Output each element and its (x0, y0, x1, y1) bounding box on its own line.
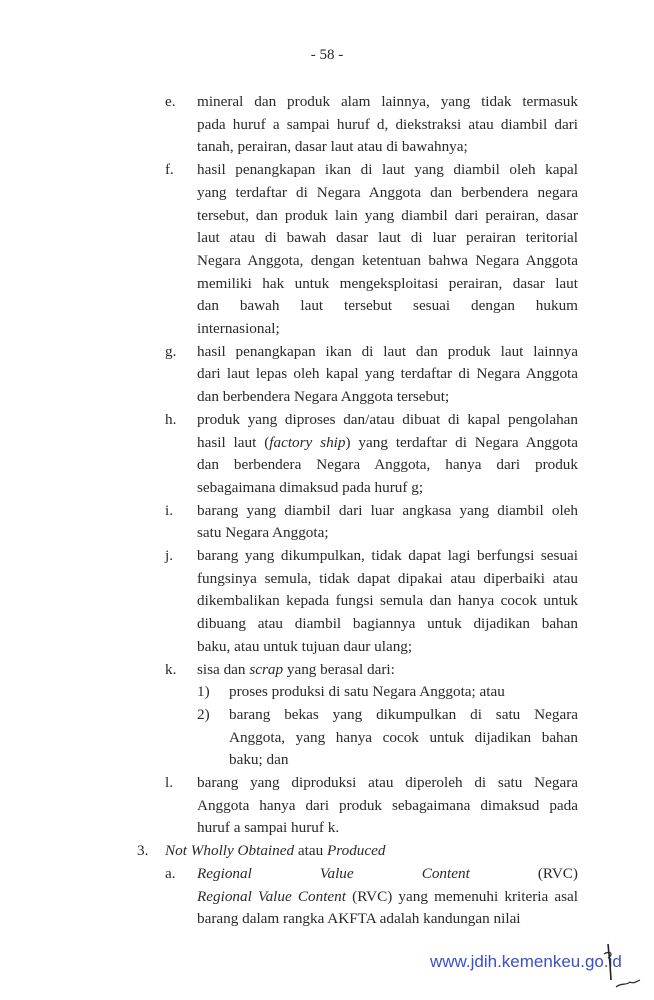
initial-signature-icon (586, 942, 646, 992)
italic-term: Regional Value Content (197, 887, 346, 905)
text-segment: yang terdaftar di Negara Anggota dan berbendera negara (197, 183, 578, 201)
text-line (197, 568, 578, 590)
text-segment: barang yang dikumpulkan, tidak dapat lagi berfungsi sesuai (197, 547, 578, 564)
text-line (197, 386, 578, 408)
item-label: 2) (197, 705, 210, 723)
item-label: e. (165, 93, 176, 110)
item-label: 1) (197, 683, 210, 701)
text-segment: memiliki hak untuk mengeksploitasi perairan, dasar laut (197, 274, 578, 292)
text-line (197, 500, 578, 522)
text-segment: mineral dan produk alam lainnya, yang tidak termasuk (197, 93, 578, 110)
text-segment: proses produksi di satu Negara Anggota; atau (229, 683, 505, 701)
text-segment: dikembalikan kepada fungsi semula dan hanya cocok untuk (197, 592, 578, 610)
text-segment: atau (294, 842, 327, 860)
text-line (197, 432, 578, 454)
text-line (197, 454, 578, 476)
text-segment: barang bekas yang dikumpulkan di satu Negara (229, 705, 578, 723)
text-line (197, 159, 578, 181)
italic-term: scrap (249, 660, 284, 678)
text-segment: (RVC) (469, 864, 578, 882)
text-segment: tersebut, dan produk lain yang diambil dari perairan, dasar (197, 206, 578, 224)
text-line (197, 318, 578, 340)
text-segment: barang dalam rangka AKFTA adalah kandungan nilai (197, 910, 521, 928)
text-segment: dan berbendera Negara Anggota tersebut; (197, 388, 450, 406)
text-line (197, 91, 578, 113)
text-segment: pada huruf a sampai huruf d, diekstraksi atau diambil dari (197, 115, 578, 133)
text-line (197, 295, 578, 317)
text-line (197, 182, 578, 204)
text-segment: produk yang diproses dan/atau dibuat di kapal pengolahan (197, 410, 578, 428)
item-label: l. (165, 774, 174, 791)
text-line (197, 522, 578, 544)
text-line (197, 863, 578, 885)
text-segment: barang yang diambil dari luar angkasa yang diambil oleh (197, 501, 578, 519)
text-segment: Negara Anggota, dengan ketentuan bahwa Negara Anggota (197, 251, 578, 269)
text-line (197, 545, 578, 567)
text-line (197, 908, 578, 930)
text-segment: Anggota hanya dari produk sebagaimana dimaksud pada (197, 796, 578, 814)
text-line (197, 273, 578, 295)
item-label: h. (165, 410, 177, 428)
text-line (197, 636, 578, 658)
italic-term: Produced (326, 842, 386, 860)
text-line (197, 590, 578, 612)
text-segment: huruf a sampai huruf k. (197, 819, 340, 837)
text-segment: ) yang terdaftar di Negara Anggota (345, 433, 578, 451)
text-segment: hasil penangkapan ikan di laut yang diambil oleh kapal (197, 161, 578, 179)
text-segment: hasil penangkapan ikan di laut dan produk laut lainnya (197, 342, 578, 360)
text-segment: dari laut lepas oleh kapal yang terdaftar di Negara Anggota (197, 365, 578, 383)
item-label: a. (165, 864, 176, 882)
text-segment: dan bawah laut tersebut sesuai dengan hukum (197, 297, 578, 315)
item-label: g. (165, 342, 177, 360)
text-line (197, 477, 578, 499)
text-line (229, 727, 578, 749)
text-line (197, 341, 578, 363)
text-line (197, 659, 578, 681)
text-segment: fungsinya semula, tidak dapat dipakai atau diperbaiki atau (197, 569, 578, 587)
item-label: j. (165, 547, 174, 564)
text-segment: internasional; (197, 320, 280, 337)
italic-term: Regional Value Content (197, 864, 470, 882)
text-line (197, 363, 578, 385)
text-segment: sisa dan (197, 660, 250, 678)
text-line (197, 817, 578, 839)
text-segment: (RVC) yang memenuhi kriteria asal (345, 887, 578, 905)
text-line (197, 227, 578, 249)
text-line (165, 840, 578, 862)
page-number: - 58 - (310, 47, 344, 63)
item-label: 3. (137, 842, 149, 860)
text-segment: dibuang atau diambil bagiannya untuk dijadikan bahan (197, 615, 578, 633)
text-segment: sebagaimana dimaksud pada huruf g; (197, 478, 424, 496)
item-label: i. (165, 501, 174, 519)
text-segment: baku, atau untuk tujuan daur ulang; (197, 637, 413, 655)
text-line (229, 681, 578, 703)
text-line (197, 886, 578, 908)
item-label: k. (165, 660, 177, 678)
text-segment: satu Negara Anggota; (197, 524, 329, 542)
text-line (197, 795, 578, 817)
text-line (197, 114, 578, 136)
text-segment: baku; dan (229, 751, 289, 769)
text-line (197, 250, 578, 272)
text-segment: tanah, perairan, dasar laut atau di bawahnya; (197, 138, 468, 156)
text-line (197, 205, 578, 227)
item-label: f. (165, 161, 174, 179)
footer-url-link[interactable]: www.jdih.kemenkeu.go.id (430, 952, 622, 971)
text-line (229, 749, 578, 771)
text-segment: yang berasal dari: (283, 660, 395, 678)
text-line (197, 613, 578, 635)
text-line (229, 704, 578, 726)
italic-term: factory ship (269, 433, 346, 451)
text-segment: hasil laut ( (197, 433, 270, 451)
text-line (197, 409, 578, 431)
text-segment: barang yang diproduksi atau diperoleh di satu Negara (197, 774, 578, 791)
text-segment: laut atau di bawah dasar laut di luar perairan teritorial (197, 229, 578, 247)
text-segment: dan berbendera Negara Anggota, hanya dari produk (197, 456, 578, 474)
text-line (197, 772, 578, 794)
italic-term: Not Wholly Obtained (165, 842, 295, 860)
text-line (197, 136, 578, 158)
text-segment: Anggota, yang hanya cocok untuk dijadikan bahan (229, 728, 578, 746)
